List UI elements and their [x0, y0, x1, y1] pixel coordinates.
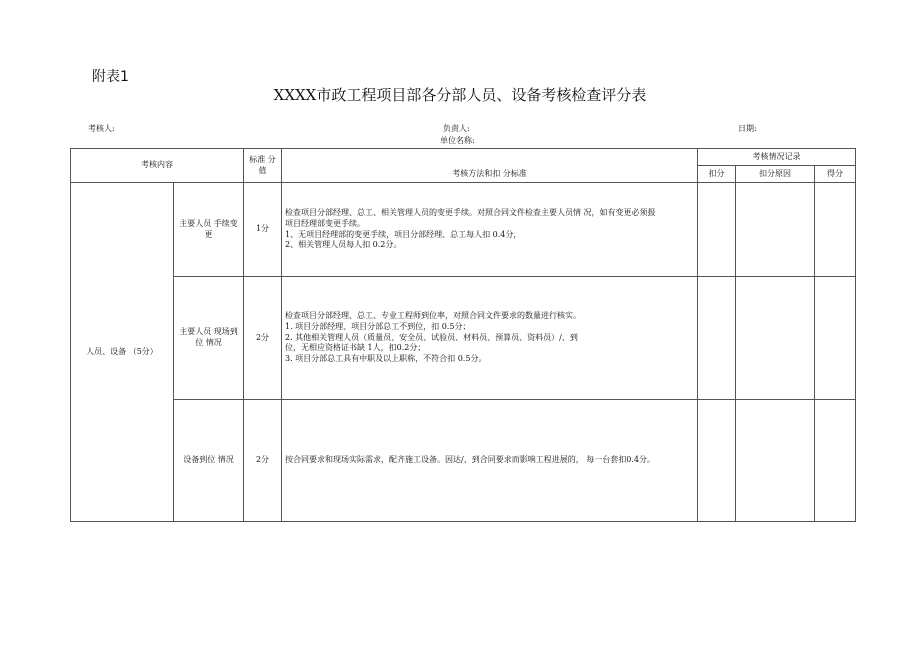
assessment-table [70, 148, 856, 522]
responsible-label: 负责人: [443, 124, 470, 133]
deduct-reason-input-cell[interactable] [736, 183, 815, 277]
method-line: 3. 项目分部总工具有中职及以上职称，不符合扣 0.5分。 [285, 354, 487, 364]
method-line: 项目经理部变更手续。 [285, 218, 365, 228]
header-record: 考核情况记录 [698, 149, 856, 166]
item-cell: 主要人员 现场到位 情况 [174, 277, 244, 400]
header-deduct-reason: 扣分原因 [736, 166, 815, 183]
method-line: 1. 项目分部经理、项目分部总工不到位，扣 0.5分； [285, 321, 471, 331]
method-cell [282, 400, 698, 522]
score-input-cell[interactable] [815, 400, 856, 522]
item-cell: 主要人员 手续变更 [174, 183, 244, 277]
form-title: XXXX市政工程项目部各分部人员、设备考核检查评分表 [273, 86, 647, 104]
method-line: 位，无相应资格证书缺 1人，扣0.2分； [285, 343, 426, 353]
table-row [71, 183, 856, 277]
deduct-input-cell[interactable] [698, 183, 736, 277]
unit-name-label: 单位名称: [440, 136, 475, 145]
method-line: 按合同要求和现场实际需求，配齐施工设备。因达/、到合同要求而影响工程进展的， 每一台套扣0.4分。 [285, 455, 655, 465]
appendix-label: 附表1 [92, 69, 129, 85]
item-cell: 设备到位 情况 [174, 400, 244, 522]
header-deduct: 扣分 [698, 166, 736, 183]
deduct-reason-input-cell[interactable] [736, 277, 815, 400]
category-cell: 人员、设备 （5分） [71, 183, 174, 522]
method-cell [282, 183, 698, 277]
method-line: 检查项目分部经理、总工、专业工程师到位率，对照合同文件要求的数量进行核实。 [285, 311, 581, 320]
score-input-cell[interactable] [815, 277, 856, 400]
score-cell: 2分 [244, 277, 282, 400]
date-label: 日期: [738, 124, 757, 133]
header-content: 考核内容 [71, 149, 244, 183]
deduct-reason-input-cell[interactable] [736, 400, 815, 522]
table-row [71, 400, 856, 522]
header-standard-score: 标准 分 值 [244, 149, 282, 183]
header-method: 考核方法和扣 分标准 [282, 149, 698, 183]
method-line: 1、无项目经理部的变更手续，项目分部经理、总工每人扣 0.4分， [285, 229, 522, 239]
score-input-cell[interactable] [815, 183, 856, 277]
deduct-input-cell[interactable] [698, 277, 736, 400]
score-cell: 1分 [244, 183, 282, 277]
method-line: 检查项目分部经理、总工、相关管理人员的变更手续。对照合同文件检查主要人员情 况，如有变更必须报 [285, 207, 656, 217]
deduct-input-cell[interactable] [698, 400, 736, 522]
table-row [71, 277, 856, 400]
header-score: 得分 [815, 166, 856, 183]
method-cell [282, 277, 698, 400]
method-line: 2、相关管理人员每人扣 0.2分。 [285, 240, 402, 250]
method-line: 2. 其他相关管理人员（质量员、安全员、试验员、材料员、预算员、资料员）/、到 [285, 332, 578, 342]
score-cell: 2分 [244, 400, 282, 522]
assessor-label: 考核人: [88, 124, 115, 133]
